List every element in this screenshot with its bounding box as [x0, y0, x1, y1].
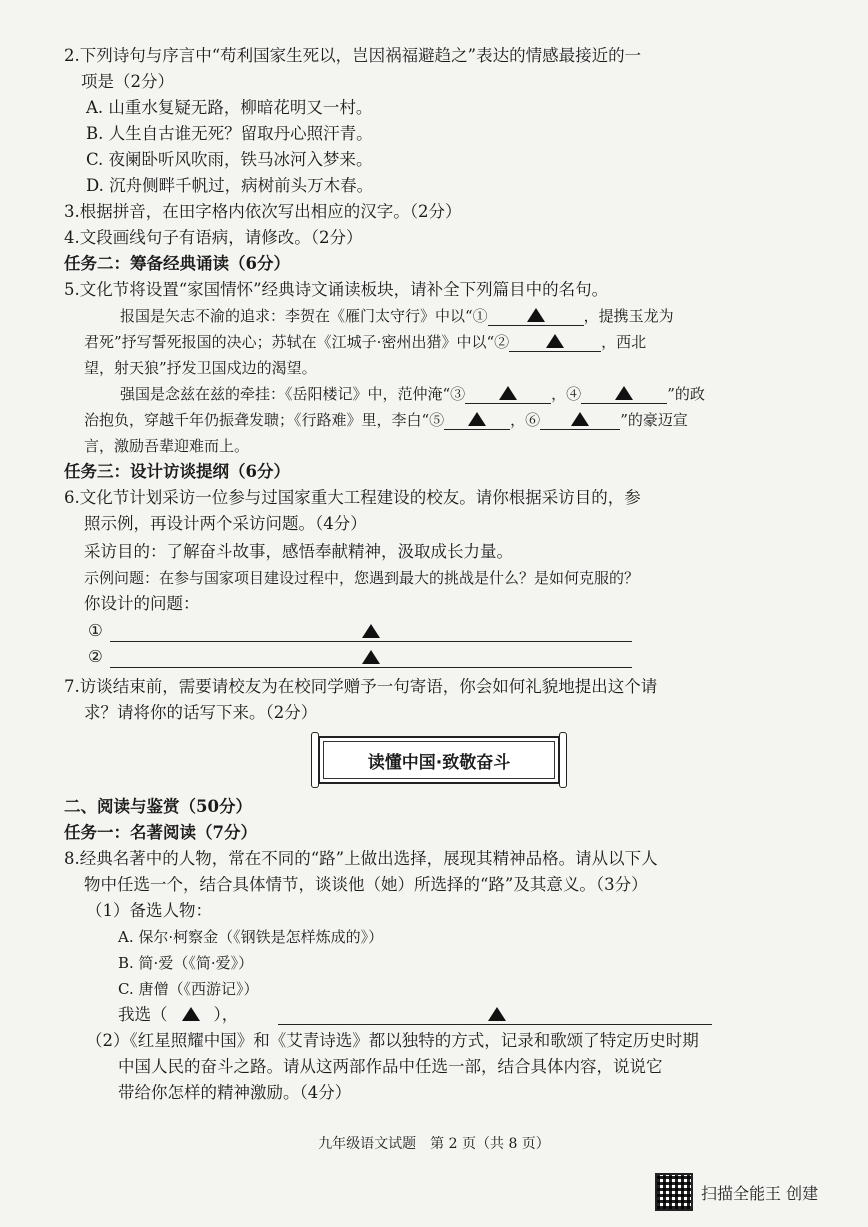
answer-marker-icon [571, 412, 589, 426]
q6-number-2: ② [88, 647, 103, 666]
q2-option-b: B. 人生自古谁无死？留取丹心照汗青。 [86, 124, 373, 143]
q8-stem-line1: 8.经典名著中的人物，常在不同的“路”上做出选择，展现其精神品格。请从以下人 [64, 849, 658, 868]
q8-answer-line[interactable] [278, 1024, 712, 1025]
q8-character-a: A. 保尔·柯察金（《钢铁是怎样炼成的》） [118, 928, 384, 946]
answer-marker-icon [546, 334, 564, 348]
answer-marker-icon [488, 1007, 506, 1021]
q6-example: 示例问题：在参与国家项目建设过程中，您遇到最大的挑战是什么？是如何克服的？ [84, 569, 640, 587]
q5-stem: 5.文化节将设置“家国情怀”经典诗文诵读板块，请补全下列篇目中的名句。 [64, 280, 609, 299]
section-banner: 读懂中国·致敬奋斗 [318, 736, 560, 784]
task3-heading: 任务三：设计访谈提纲（6分） [64, 462, 290, 481]
answer-marker-icon [182, 1007, 200, 1021]
scanner-watermark: 扫描全能王 创建 [655, 1173, 818, 1211]
q7-stem-line1: 7.访谈结束前，需要请校友为在校同学赠予一句寄语，你会如何礼貌地提出这个请 [64, 677, 658, 696]
q8-sub2-line3: 带给你怎样的精神激励。（4分） [118, 1083, 352, 1102]
task1-heading: 任务一：名著阅读（7分） [64, 823, 257, 842]
q2-stem-line2: 项是（2分） [81, 72, 174, 91]
task2-heading: 任务二：筹备经典诵读（6分） [64, 254, 290, 273]
q5-para1-line3: 望，射天狼”抒发卫国戍边的渴望。 [84, 359, 317, 377]
answer-marker-icon [527, 308, 545, 322]
q2-option-c: C. 夜阑卧听风吹雨，铁马冰河入梦来。 [86, 150, 373, 169]
q4-stem: 4.文段画线句子有语病，请修改。（2分） [64, 228, 363, 247]
q8-stem-line2: 物中任选一个，结合具体情节，谈谈他（她）所选择的“路”及其意义。（3分） [84, 875, 648, 894]
scroll-left-icon [311, 732, 319, 788]
answer-marker-icon [362, 624, 380, 638]
q6-purpose: 采访目的：了解奋斗故事，感悟奉献精神，汲取成长力量。 [84, 542, 513, 561]
q2-option-a: A. 山重水复疑无路，柳暗花明又一村。 [86, 98, 373, 117]
q6-number-1: ① [88, 621, 103, 640]
answer-marker-icon [362, 650, 380, 664]
q5-blank-1[interactable] [488, 307, 584, 326]
answer-marker-icon [615, 386, 633, 400]
q8-choice-row: 我选（ ）， [118, 1005, 239, 1024]
q8-sub2-line1: （2）《红星照耀中国》和《艾青诗选》都以独特的方式，记录和歌颂了特定历史时期 [86, 1031, 699, 1050]
q5-para2-line1: 强国是念兹在兹的牵挂：《岳阳楼记》中，范仲淹“③ ，④ ”的政 [120, 385, 705, 403]
q5-para2-line2: 治抱负，穿越千年仍振聋发聩；《行路难》里，李白“⑤ ，⑥ ”的豪迈宣 [84, 411, 688, 429]
page-footer: 九年级语文试题 第 2 页（共 8 页） [318, 1136, 550, 1152]
q5-para1-line2: 君死”抒写誓死报国的决心；苏轼在《江城子·密州出猎》中以“② ，西北 [84, 333, 647, 351]
q6-stem-line2: 照示例，再设计两个采访问题。（4分） [84, 514, 367, 533]
q6-answer-line-2[interactable] [110, 667, 632, 668]
q5-para1-line1: 报国是矢志不渝的追求：李贺在《雁门太守行》中以“① ，提携玉龙为 [120, 307, 674, 325]
q8-sub2-line2: 中国人民的奋斗之路。请从这两部作品中任选一部，结合具体内容，说说它 [118, 1057, 663, 1076]
q7-stem-line2: 求？请将你的话写下来。（2分） [84, 703, 318, 722]
scroll-right-icon [559, 732, 567, 788]
q8-choice-blank[interactable] [168, 1004, 214, 1026]
q8-character-c: C. 唐僧（《西游记》） [118, 980, 259, 998]
q6-answer-line-1[interactable] [110, 641, 632, 642]
q2-option-d: D. 沉舟侧畔千帆过，病树前头万木春。 [86, 176, 374, 195]
q5-blank-6[interactable] [540, 411, 620, 430]
q2-stem-line1: 2.下列诗句与序言中“苟利国家生死以，岂因祸福避趋之”表达的情感最接近的一 [64, 46, 642, 65]
q6-stem-line1: 6.文化节计划采访一位参与过国家重大工程建设的校友。请你根据采访目的，参 [64, 488, 641, 507]
q8-character-b: B. 简·爱（《简·爱》） [118, 954, 254, 972]
answer-marker-icon [468, 412, 486, 426]
q5-blank-4[interactable] [581, 385, 667, 404]
section2-heading: 二、阅读与鉴赏（50分） [64, 797, 252, 816]
q5-para2-line3: 言，激励吾辈迎难而上。 [84, 437, 250, 455]
q5-blank-3[interactable] [465, 385, 551, 404]
answer-marker-icon [499, 386, 517, 400]
qr-code-icon [655, 1173, 693, 1211]
q3-stem: 3.根据拼音，在田字格内依次写出相应的汉字。（2分） [64, 202, 462, 221]
q5-blank-5[interactable] [444, 411, 510, 430]
q8-sub1-heading: （1）备选人物： [86, 901, 212, 920]
q5-blank-2[interactable] [509, 333, 601, 352]
q6-your-questions-label: 你设计的问题： [84, 594, 200, 613]
